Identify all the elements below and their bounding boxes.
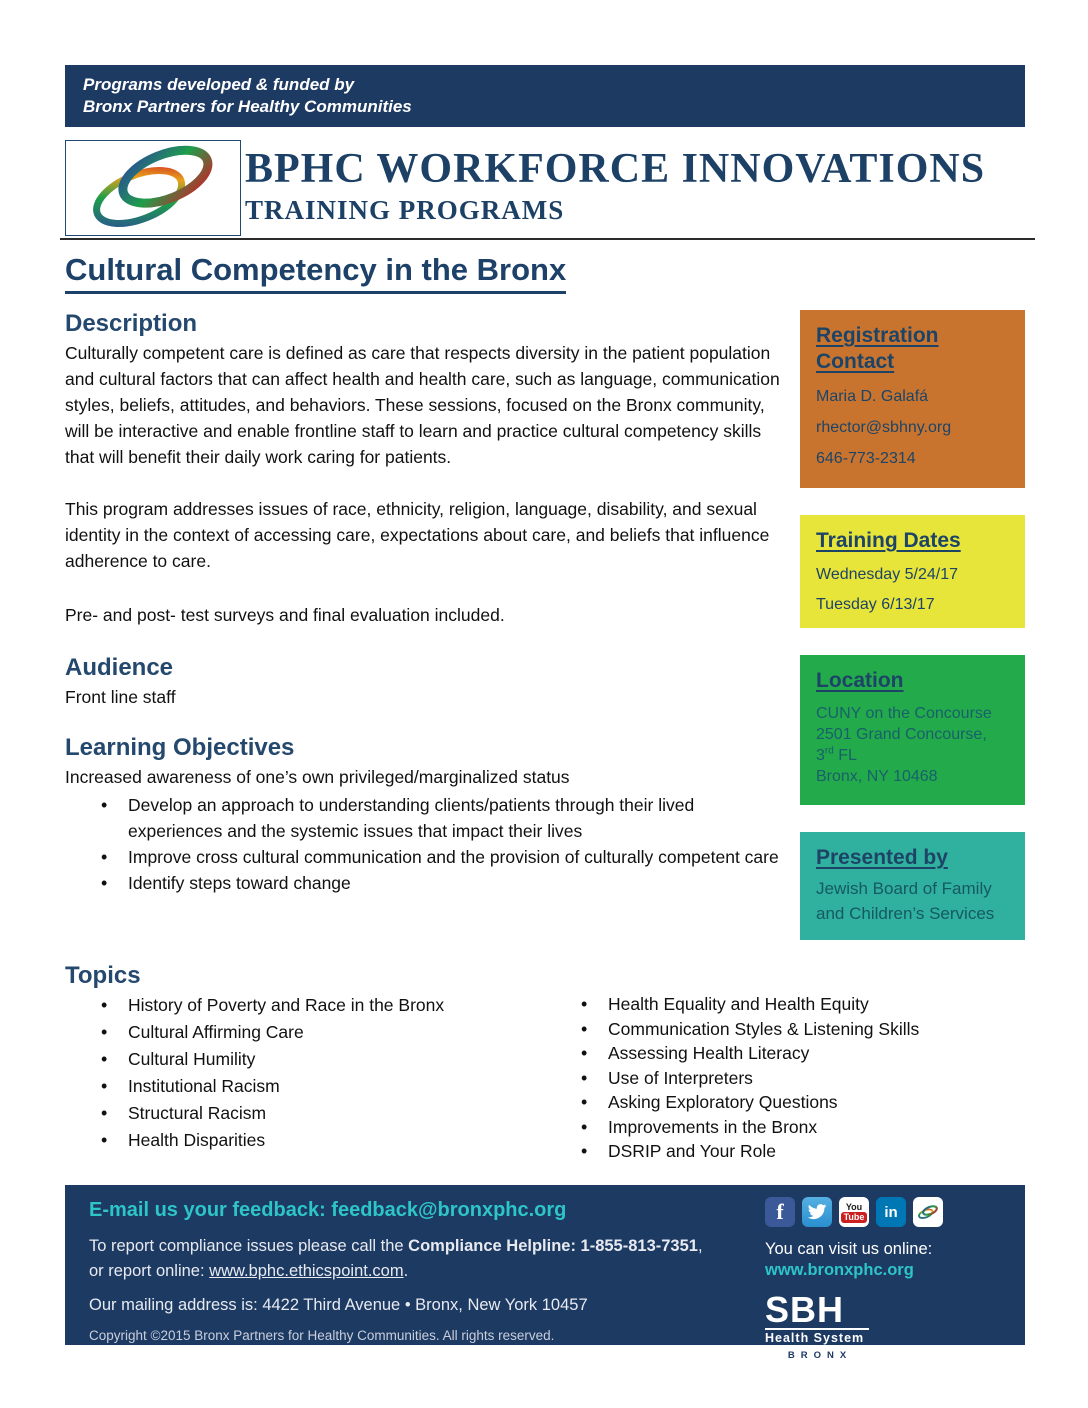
training-dates-list (816, 566, 1009, 614)
mailing-address: Our mailing address is: 4422 Third Avenue • Bronx, New York 10457 (89, 1296, 588, 1314)
footer-left (65, 1185, 765, 1345)
footer-right (765, 1185, 1025, 1361)
footer (65, 1185, 1025, 1361)
description-paragraph-3: Pre- and post- test surveys and final evaluation included. (65, 605, 505, 625)
location-line4: Bronx, NY 10468 (816, 768, 938, 785)
list-item: • Improvements in the Bronx (545, 1115, 1025, 1140)
page-title: Cultural Competency in the Bronx (65, 252, 566, 294)
list-item: • Assessing Health Literacy (545, 1041, 1025, 1066)
description-paragraph-1: Culturally competent care is defined as care that respects diversity in the patient population and cultural factors that can affect health and health care, such as language, communication styles, beliefs, attitudes, and behaviors. These sessions, focused on the Bronx community, will be interactive and enable frontline staff to learn and practice cultural competency skills that will benefit their daily work caring for patients. (65, 343, 780, 467)
contact-name: Maria D. Galafá (816, 388, 929, 405)
registration-contact-heading: Registration Contact (816, 324, 939, 373)
learning-objectives-list (65, 792, 780, 896)
list-item: • Develop an approach to understanding clients/patients through their lived experiences and the systemic issues that impact their lives (65, 792, 780, 844)
training-date: Tuesday 6/13/17 (816, 596, 935, 613)
youtube-icon[interactable]: You Tube (839, 1197, 869, 1227)
topics-right-list (545, 992, 1025, 1164)
list-item: • Identify steps toward change (65, 870, 780, 896)
brand-subtitle: TRAINING PROGRAMS (245, 195, 565, 225)
audience-text: Front line staff (65, 687, 176, 707)
presented-by-heading: Presented by (816, 846, 948, 869)
presented-by-text: Jewish Board of Family and Children’s Services (816, 879, 995, 923)
bphc-rings-logo-icon (78, 145, 228, 232)
contact-phone: 646-773-2314 (816, 450, 916, 467)
location-line2: 2501 Grand Concourse, (816, 726, 987, 743)
banner-line2: Bronx Partners for Healthy Communities (83, 97, 412, 116)
list-item: • Asking Exploratory Questions (545, 1090, 1025, 1115)
list-item: • Use of Interpreters (545, 1066, 1025, 1091)
learning-objectives-heading: Learning Objectives (65, 734, 295, 761)
social-icons-row (765, 1197, 1025, 1227)
bphc-swirl-icon[interactable] (913, 1197, 943, 1227)
training-dates-box (800, 515, 1025, 628)
report-online-line: or report online: www.bphc.ethicspoint.com. (89, 1262, 409, 1280)
list-item: • Health Disparities (65, 1127, 545, 1154)
main-column (65, 310, 780, 940)
header-divider (60, 238, 1035, 240)
banner-line1: Programs developed & funded by (83, 75, 355, 94)
ethicspoint-link[interactable]: www.bphc.ethicspoint.com (209, 1262, 404, 1280)
brand-block (245, 146, 985, 226)
bronxphc-link[interactable]: www.bronxphc.org (765, 1261, 914, 1279)
audience-heading: Audience (65, 654, 174, 681)
list-item: • Communication Styles & Listening Skills (545, 1017, 1025, 1042)
learning-objectives-intro: Increased awareness of one’s own privileged/marginalized status (65, 767, 570, 787)
list-item: • Improve cross cultural communication and the provision of culturally competent care (65, 844, 780, 870)
list-item: • DSRIP and Your Role (545, 1139, 1025, 1164)
facebook-icon[interactable]: f (765, 1197, 795, 1227)
sbh-logo: SBH Health System BRONX (765, 1293, 869, 1362)
training-date: Wednesday 5/24/17 (816, 566, 959, 583)
topics-left-list (65, 992, 545, 1164)
list-item: • History of Poverty and Race in the Bronx (65, 992, 545, 1019)
visit-online-text: You can visit us online: (765, 1240, 933, 1258)
brand-title: BPHC WORKFORCE INNOVATIONS (245, 146, 986, 192)
description-paragraph-2: This program addresses issues of race, ethnicity, religion, language, disability, and sexual identity in the context of accessing care, expectations about care, and beliefs that influence adherence to care. (65, 499, 770, 571)
location-box (800, 655, 1025, 805)
list-item: • Health Equality and Health Equity (545, 992, 1025, 1017)
training-dates-heading: Training Dates (816, 529, 961, 552)
topics-heading: Topics (65, 962, 141, 989)
presented-by-box (800, 832, 1025, 940)
bphc-logo-box (65, 140, 241, 236)
sidebar (800, 310, 1025, 940)
compliance-line: To report compliance issues please call the Compliance Helpline: 1-855-813-7351, (89, 1237, 703, 1255)
location-line3: 3rd FL (816, 745, 857, 764)
description-heading: Description (65, 310, 198, 337)
topics-section (65, 962, 1025, 1164)
list-item: • Structural Racism (65, 1100, 545, 1127)
registration-contact-box (800, 310, 1025, 488)
feedback-line: E-mail us your feedback: feedback@bronxphc.org (89, 1199, 567, 1221)
location-heading: Location (816, 669, 904, 692)
funding-banner (65, 65, 1025, 127)
list-item: • Cultural Affirming Care (65, 1019, 545, 1046)
location-line1: CUNY on the Concourse (816, 705, 992, 722)
list-item: • Cultural Humility (65, 1046, 545, 1073)
contact-email: rhector@sbhny.org (816, 419, 952, 436)
twitter-icon[interactable] (802, 1197, 832, 1227)
linkedin-icon[interactable]: in (876, 1197, 906, 1227)
copyright-text: Copyright ©2015 Bronx Partners for Healthy Communities. All rights reserved. (89, 1328, 555, 1343)
list-item: • Institutional Racism (65, 1073, 545, 1100)
